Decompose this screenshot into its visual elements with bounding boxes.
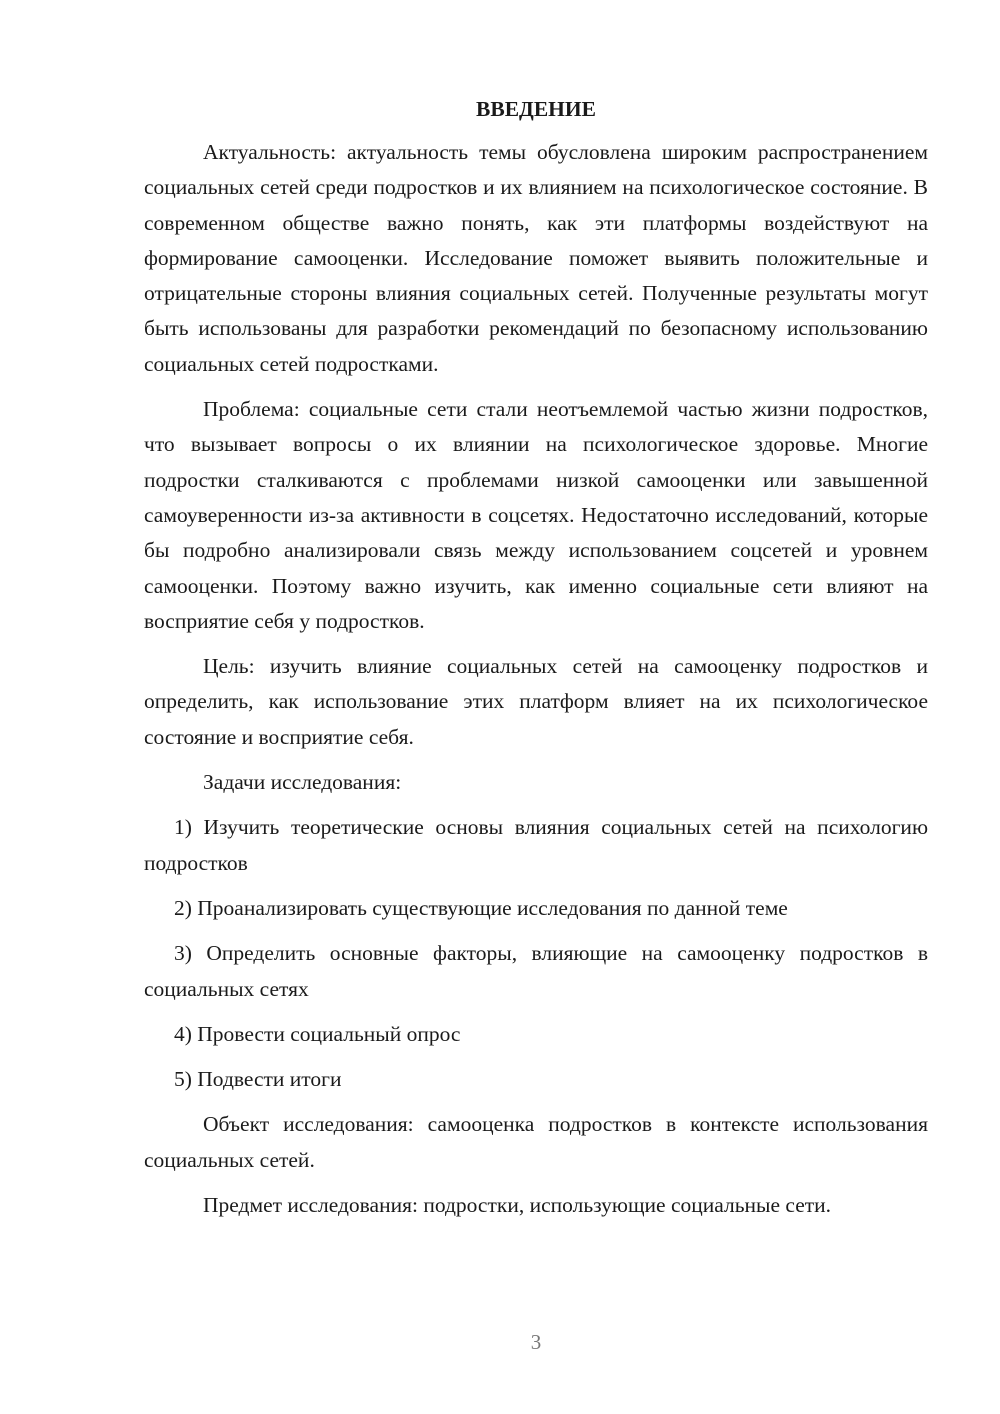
goal-paragraph: Цель: изучить влияние социальных сетей на самооценку подростков и определить, как использование этих платформ влияет на их психологическое состояние и восприятие себя. bbox=[144, 654, 928, 749]
page-content bbox=[144, 92, 928, 1233]
task-item: 4) Провести социальный опрос bbox=[174, 1021, 461, 1046]
research-object-paragraph: Объект исследования: самооценка подростков в контексте использования социальных сетей. bbox=[144, 1112, 928, 1172]
task-item: 1) Изучить теоретические основы влияния социальных сетей на психологию подростков bbox=[144, 815, 928, 875]
problem-paragraph: Проблема: социальные сети стали неотъемлемой частью жизни подростков, что вызывает вопросы о их влиянии на психологическое здоровье. Многие подростки сталкиваются с проблемами низкой самооценки или завышенной самоуверенности из-за активности в соцсетях. Недостаточно исследований, которые бы подробно анализировали связь между использованием соцсетей и уровнем самооценки. Поэтому важно изучить, как именно социальные сети влияют на восприятие себя у подростков. bbox=[144, 397, 928, 633]
section-title: ВВЕДЕНИЕ bbox=[476, 97, 596, 121]
research-subject-paragraph: Предмет исследования: подростки, использующие социальные сети. bbox=[203, 1193, 832, 1218]
task-item: 2) Проанализировать существующие исследования по данной теме bbox=[174, 895, 788, 920]
page-number: 3 bbox=[530, 1330, 542, 1354]
task-item: 5) Подвести итоги bbox=[174, 1067, 342, 1092]
relevance-paragraph: Актуальность: актуальность темы обусловлена широким распространением социальных сетей среди подростков и их влиянием на психологическое состояние. В современном обществе важно понять, как эти платформы воздействуют на формирование самооценки. Исследование поможет выявить положительные и отрицательные стороны влияния социальных сетей. Полученные результаты могут быть использованы для разработки рекомендаций по безопасному использованию социальных сетей подростками. bbox=[144, 140, 928, 376]
tasks-heading: Задачи исследования: bbox=[203, 770, 402, 795]
task-item: 3) Определить основные факторы, влияющие на самооценку подростков в социальных сетях bbox=[144, 941, 928, 1001]
